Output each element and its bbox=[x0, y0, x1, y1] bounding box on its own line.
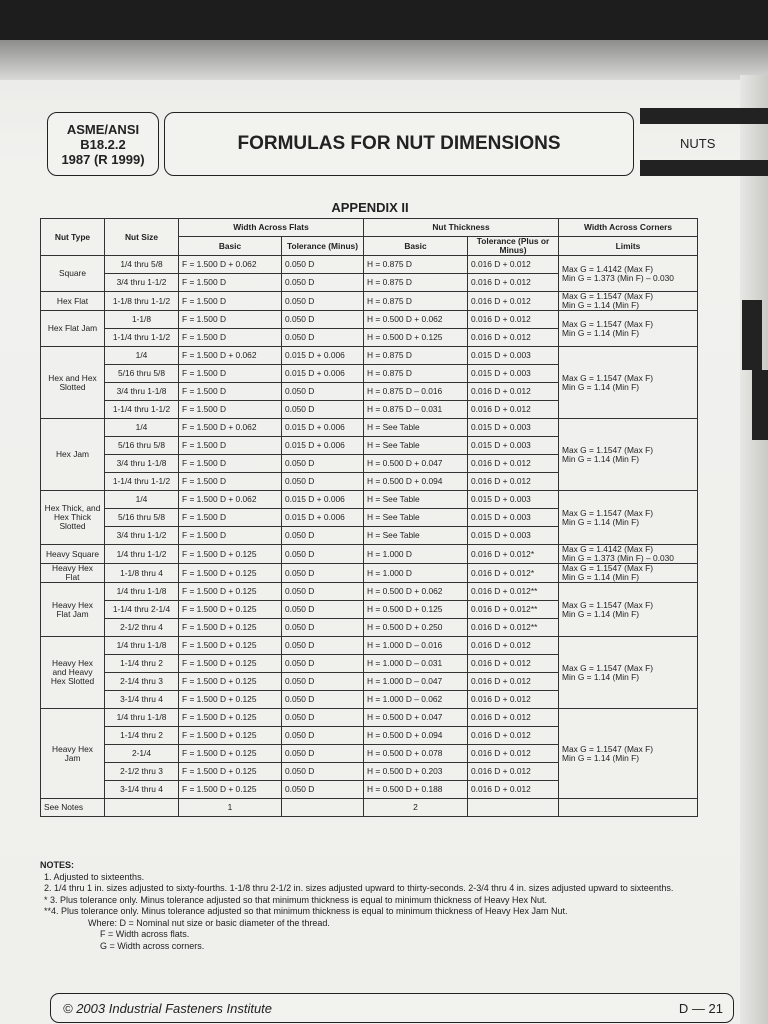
thickness-basic-cell: H = 1.000 D – 0.016 bbox=[364, 637, 468, 655]
thickness-basic-cell: H = 1.000 D – 0.047 bbox=[364, 673, 468, 691]
flats-tolerance-cell: 0.050 D bbox=[282, 256, 364, 274]
thickness-basic-cell: H = 0.500 D + 0.094 bbox=[364, 727, 468, 745]
flats-tolerance-cell: 0.050 D bbox=[282, 673, 364, 691]
see-notes-row bbox=[41, 799, 698, 817]
thickness-tolerance-cell: 0.016 D + 0.012 bbox=[468, 655, 559, 673]
flats-basic-cell: F = 1.500 D bbox=[179, 329, 282, 347]
flats-basic-cell: F = 1.500 D + 0.125 bbox=[179, 745, 282, 763]
thickness-tolerance-cell: 0.016 D + 0.012 bbox=[468, 745, 559, 763]
limit-line: Max G = 1.1547 (Max F) bbox=[562, 507, 653, 518]
table-row bbox=[41, 545, 698, 564]
thickness-basic-cell: H = 0.500 D + 0.062 bbox=[364, 583, 468, 601]
page-title: FORMULAS FOR NUT DIMENSIONS bbox=[237, 133, 561, 154]
nut-type-cell: Hex Flat bbox=[41, 292, 105, 311]
page-edge-tab bbox=[742, 300, 762, 370]
limits-cell bbox=[559, 256, 698, 292]
flats-tolerance-cell: 0.015 D + 0.006 bbox=[282, 437, 364, 455]
nut-type-cell: Hex Thick, and Hex Thick Slotted bbox=[41, 491, 105, 545]
flats-tolerance-cell: 0.050 D bbox=[282, 763, 364, 781]
nut-size-cell: 3/4 thru 1-1/2 bbox=[105, 274, 179, 292]
section-label: NUTS bbox=[680, 136, 716, 151]
thickness-basic-cell: H = 1.000 D bbox=[364, 564, 468, 583]
header-flats-basic: Basic bbox=[179, 237, 282, 256]
page-footer bbox=[50, 993, 734, 1023]
nut-size-cell: 1-1/4 thru 2 bbox=[105, 655, 179, 673]
flats-basic-cell: F = 1.500 D + 0.125 bbox=[179, 637, 282, 655]
limit-line: Max G = 1.1547 (Max F) bbox=[562, 318, 653, 329]
thickness-tolerance-cell: 0.016 D + 0.012 bbox=[468, 329, 559, 347]
nut-size-cell: 2-1/2 thru 3 bbox=[105, 763, 179, 781]
thickness-basic-cell: H = 0.500 D + 0.094 bbox=[364, 473, 468, 491]
flats-basic-cell: F = 1.500 D bbox=[179, 527, 282, 545]
thickness-tolerance-cell: 0.016 D + 0.012 bbox=[468, 274, 559, 292]
flats-basic-cell: F = 1.500 D + 0.062 bbox=[179, 491, 282, 509]
flats-tolerance-cell: 0.050 D bbox=[282, 564, 364, 583]
note-f-definition: F = Width across flats. bbox=[100, 929, 190, 939]
standard-line: 1987 (R 1999) bbox=[61, 151, 145, 167]
note-item: 2. 1/4 thru 1 in. sizes adjusted to sixty-fourths. 1-1/8 thru 2-1/2 in. sizes adjusted upward to thirty-seconds. 2-3/4 thru 4 in. sizes adjusted upward to sixteenths. bbox=[44, 883, 674, 893]
section-tab-mark bbox=[640, 108, 768, 124]
limit-line: Max G = 1.1547 (Max F) bbox=[562, 444, 653, 455]
limit-line: Max G = 1.1547 (Max F) bbox=[562, 743, 653, 754]
nut-type-cell: Heavy Hex Jam bbox=[41, 709, 105, 799]
limits-cell bbox=[559, 545, 698, 564]
note-item: 1. Adjusted to sixteenths. bbox=[44, 871, 145, 882]
nut-size-cell: 5/16 thru 5/8 bbox=[105, 509, 179, 527]
flats-tolerance-cell: 0.050 D bbox=[282, 274, 364, 292]
nut-size-cell: 1-1/8 thru 4 bbox=[105, 564, 179, 583]
nut-size-cell: 1-1/8 thru 1-1/2 bbox=[105, 292, 179, 311]
flats-basic-cell: F = 1.500 D + 0.125 bbox=[179, 691, 282, 709]
nut-size-cell: 2-1/4 bbox=[105, 745, 179, 763]
limit-line: Max G = 1.1547 (Max F) bbox=[562, 563, 653, 573]
flats-basic-cell: F = 1.500 D + 0.062 bbox=[179, 347, 282, 365]
standard-line: ASME/ANSI bbox=[66, 121, 140, 137]
thickness-basic-cell: H = 0.500 D + 0.047 bbox=[364, 455, 468, 473]
empty-cell bbox=[105, 799, 179, 817]
flats-basic-cell: F = 1.500 D bbox=[179, 473, 282, 491]
limit-line: Min G = 1.14 (Min F) bbox=[562, 453, 640, 464]
flats-basic-cell: F = 1.500 D + 0.125 bbox=[179, 545, 282, 564]
flats-basic-cell: F = 1.500 D + 0.125 bbox=[179, 655, 282, 673]
flats-basic-cell: F = 1.500 D + 0.125 bbox=[179, 763, 282, 781]
thickness-tolerance-cell: 0.016 D + 0.012 bbox=[468, 401, 559, 419]
nut-size-cell: 1/4 thru 5/8 bbox=[105, 256, 179, 274]
thickness-tolerance-cell: 0.016 D + 0.012* bbox=[468, 564, 559, 583]
flats-tolerance-cell: 0.015 D + 0.006 bbox=[282, 491, 364, 509]
flats-tolerance-cell: 0.050 D bbox=[282, 527, 364, 545]
table-row bbox=[41, 709, 698, 727]
table-row bbox=[41, 311, 698, 329]
thickness-tolerance-cell: 0.016 D + 0.012* bbox=[468, 545, 559, 564]
nut-size-cell: 1-1/4 thru 1-1/2 bbox=[105, 401, 179, 419]
nut-size-cell: 1/4 bbox=[105, 419, 179, 437]
header-nut-size: Nut Size bbox=[105, 219, 179, 256]
table-row bbox=[41, 491, 698, 509]
flats-basic-cell: F = 1.500 D bbox=[179, 274, 282, 292]
header-thickness-basic: Basic bbox=[364, 237, 468, 256]
thickness-basic-cell: H = 1.000 D bbox=[364, 545, 468, 564]
nut-size-cell: 5/16 thru 5/8 bbox=[105, 365, 179, 383]
flats-basic-cell: F = 1.500 D bbox=[179, 437, 282, 455]
nut-size-cell: 2-1/4 thru 3 bbox=[105, 673, 179, 691]
thickness-basic-cell: H = 0.500 D + 0.125 bbox=[364, 601, 468, 619]
nut-size-cell: 1-1/4 thru 2-1/4 bbox=[105, 601, 179, 619]
table-row bbox=[41, 637, 698, 655]
flats-tolerance-cell: 0.050 D bbox=[282, 601, 364, 619]
flats-tolerance-cell: 0.050 D bbox=[282, 455, 364, 473]
thickness-tolerance-cell: 0.016 D + 0.012 bbox=[468, 709, 559, 727]
flats-basic-cell: F = 1.500 D + 0.125 bbox=[179, 727, 282, 745]
flats-basic-cell: F = 1.500 D + 0.125 bbox=[179, 601, 282, 619]
flats-basic-cell: F = 1.500 D bbox=[179, 365, 282, 383]
limits-cell bbox=[559, 709, 698, 799]
limit-line: Min G = 1.373 (Min F) – 0.030 bbox=[562, 272, 674, 283]
nut-size-cell: 1/4 thru 1-1/8 bbox=[105, 709, 179, 727]
thickness-basic-cell: H = 1.000 D – 0.062 bbox=[364, 691, 468, 709]
thickness-tolerance-cell: 0.015 D + 0.003 bbox=[468, 527, 559, 545]
flats-basic-cell: F = 1.500 D + 0.125 bbox=[179, 619, 282, 637]
limit-line: Min G = 1.14 (Min F) bbox=[562, 572, 640, 582]
thickness-tolerance-cell: 0.015 D + 0.003 bbox=[468, 365, 559, 383]
limits-cell bbox=[559, 347, 698, 419]
flats-basic-cell: F = 1.500 D + 0.125 bbox=[179, 564, 282, 583]
flats-basic-cell: F = 1.500 D bbox=[179, 455, 282, 473]
standard-designation-box bbox=[47, 112, 159, 176]
limit-line: Min G = 1.14 (Min F) bbox=[562, 671, 640, 682]
thickness-tolerance-cell: 0.015 D + 0.003 bbox=[468, 491, 559, 509]
header-limits: Limits bbox=[559, 237, 698, 256]
thickness-tolerance-cell: 0.016 D + 0.012 bbox=[468, 455, 559, 473]
nut-size-cell: 1-1/4 thru 1-1/2 bbox=[105, 329, 179, 347]
flats-tolerance-cell: 0.050 D bbox=[282, 329, 364, 347]
flats-tolerance-cell: 0.050 D bbox=[282, 709, 364, 727]
thickness-tolerance-cell: 0.015 D + 0.003 bbox=[468, 509, 559, 527]
header-thickness-tolerance: Tolerance (Plus or Minus) bbox=[468, 237, 559, 256]
page-right-edge bbox=[740, 75, 768, 1024]
flats-tolerance-cell: 0.050 D bbox=[282, 545, 364, 564]
see-notes-label: See Notes bbox=[41, 799, 105, 817]
limit-line: Max G = 1.4142 (Max F) bbox=[562, 263, 653, 274]
limit-line: Min G = 1.14 (Min F) bbox=[562, 608, 640, 619]
thickness-basic-cell: H = 0.875 D bbox=[364, 256, 468, 274]
page-title-box bbox=[164, 112, 634, 176]
nut-type-cell: Hex and Hex Slotted bbox=[41, 347, 105, 419]
nut-size-cell: 1/4 bbox=[105, 347, 179, 365]
page-number: D — 21 bbox=[678, 1000, 723, 1016]
thickness-basic-cell: H = See Table bbox=[364, 437, 468, 455]
flats-tolerance-cell: 0.015 D + 0.006 bbox=[282, 509, 364, 527]
nut-type-cell: Square bbox=[41, 256, 105, 292]
nut-type-cell: Hex Flat Jam bbox=[41, 311, 105, 347]
thickness-basic-cell: H = 0.500 D + 0.125 bbox=[364, 329, 468, 347]
scan-top-background bbox=[0, 0, 768, 40]
nut-type-cell: Heavy Square bbox=[41, 545, 105, 564]
thickness-tolerance-cell: 0.015 D + 0.003 bbox=[468, 347, 559, 365]
thickness-tolerance-cell: 0.016 D + 0.012** bbox=[468, 619, 559, 637]
note-where: Where: D = Nominal nut size or basic diameter of the thread. bbox=[88, 917, 330, 928]
header-nut-type: Nut Type bbox=[41, 219, 105, 256]
thickness-basic-cell: H = 0.875 D bbox=[364, 274, 468, 292]
limit-line: Min G = 1.373 (Min F) – 0.030 bbox=[562, 553, 674, 563]
thickness-tolerance-cell: 0.016 D + 0.012 bbox=[468, 383, 559, 401]
notes-section bbox=[40, 860, 700, 952]
thickness-tolerance-cell: 0.016 D + 0.012 bbox=[468, 727, 559, 745]
limit-line: Min G = 1.14 (Min F) bbox=[562, 516, 640, 527]
flats-basic-cell: F = 1.500 D bbox=[179, 509, 282, 527]
thickness-basic-cell: H = 0.500 D + 0.047 bbox=[364, 709, 468, 727]
flats-basic-cell: F = 1.500 D + 0.125 bbox=[179, 673, 282, 691]
thickness-basic-cell: H = See Table bbox=[364, 491, 468, 509]
header-flats-tolerance: Tolerance (Minus) bbox=[282, 237, 364, 256]
thickness-tolerance-cell: 0.016 D + 0.012 bbox=[468, 292, 559, 311]
thickness-basic-cell: H = 0.875 D bbox=[364, 292, 468, 311]
flats-tolerance-cell: 0.015 D + 0.006 bbox=[282, 419, 364, 437]
nut-size-cell: 1/4 thru 1-1/8 bbox=[105, 583, 179, 601]
thickness-tolerance-cell: 0.016 D + 0.012 bbox=[468, 311, 559, 329]
nut-size-cell: 3-1/4 thru 4 bbox=[105, 691, 179, 709]
thickness-basic-cell: H = 0.500 D + 0.078 bbox=[364, 745, 468, 763]
thickness-basic-cell: H = 0.875 D – 0.016 bbox=[364, 383, 468, 401]
empty-cell bbox=[468, 799, 559, 817]
flats-basic-note-ref: 1 bbox=[179, 799, 282, 817]
thickness-basic-cell: H = 0.500 D + 0.250 bbox=[364, 619, 468, 637]
thickness-basic-cell: H = 0.875 D bbox=[364, 365, 468, 383]
thickness-tolerance-cell: 0.015 D + 0.003 bbox=[468, 419, 559, 437]
thickness-basic-cell: H = See Table bbox=[364, 509, 468, 527]
thickness-tolerance-cell: 0.016 D + 0.012 bbox=[468, 473, 559, 491]
limits-cell bbox=[559, 292, 698, 311]
nut-size-cell: 3/4 thru 1-1/8 bbox=[105, 455, 179, 473]
note-item: **4. Plus tolerance only. Minus tolerance adjusted so that minimum thickness is equal to minimum thickness of Heavy Hex Jam Nut. bbox=[44, 906, 568, 916]
limits-cell bbox=[559, 564, 698, 583]
thickness-basic-cell: H = 0.500 D + 0.188 bbox=[364, 781, 468, 799]
thickness-tolerance-cell: 0.016 D + 0.012 bbox=[468, 763, 559, 781]
page-edge-tab bbox=[752, 370, 768, 440]
flats-tolerance-cell: 0.050 D bbox=[282, 473, 364, 491]
flats-tolerance-cell: 0.050 D bbox=[282, 691, 364, 709]
header-width-across-corners: Width Across Corners bbox=[559, 219, 698, 237]
flats-tolerance-cell: 0.015 D + 0.006 bbox=[282, 347, 364, 365]
thickness-basic-cell: H = 0.500 D + 0.062 bbox=[364, 311, 468, 329]
note-g-definition: G = Width across corners. bbox=[100, 940, 205, 951]
flats-tolerance-cell: 0.050 D bbox=[282, 311, 364, 329]
limit-line: Max G = 1.1547 (Max F) bbox=[562, 599, 653, 610]
flats-tolerance-cell: 0.050 D bbox=[282, 583, 364, 601]
flats-tolerance-cell: 0.050 D bbox=[282, 781, 364, 799]
thickness-tolerance-cell: 0.016 D + 0.012 bbox=[468, 637, 559, 655]
flats-basic-cell: F = 1.500 D + 0.062 bbox=[179, 419, 282, 437]
limit-line: Max G = 1.1547 (Max F) bbox=[562, 372, 653, 383]
limits-cell bbox=[559, 583, 698, 637]
limit-line: Min G = 1.14 (Min F) bbox=[562, 752, 640, 763]
thickness-basic-cell: H = 0.875 D bbox=[364, 347, 468, 365]
table-row bbox=[41, 583, 698, 601]
copyright-text: © 2003 Industrial Fasteners Institute bbox=[63, 1000, 273, 1016]
nut-size-cell: 3/4 thru 1-1/2 bbox=[105, 527, 179, 545]
flats-basic-cell: F = 1.500 D bbox=[179, 383, 282, 401]
limits-cell bbox=[559, 419, 698, 491]
thickness-tolerance-cell: 0.016 D + 0.012 bbox=[468, 673, 559, 691]
flats-tolerance-cell: 0.050 D bbox=[282, 292, 364, 311]
flats-basic-cell: F = 1.500 D bbox=[179, 311, 282, 329]
limits-cell bbox=[559, 311, 698, 347]
nut-dimension-formula-table bbox=[40, 218, 698, 817]
limit-line: Min G = 1.14 (Min F) bbox=[562, 381, 640, 392]
flats-basic-cell: F = 1.500 D bbox=[179, 292, 282, 311]
thickness-basic-cell: H = 0.500 D + 0.203 bbox=[364, 763, 468, 781]
nut-size-cell: 1-1/8 bbox=[105, 311, 179, 329]
table-row bbox=[41, 419, 698, 437]
empty-cell bbox=[282, 799, 364, 817]
thickness-basic-cell: H = 1.000 D – 0.031 bbox=[364, 655, 468, 673]
thickness-tolerance-cell: 0.016 D + 0.012** bbox=[468, 601, 559, 619]
limit-line: Min G = 1.14 (Min F) bbox=[562, 300, 640, 310]
nut-size-cell: 3/4 thru 1-1/8 bbox=[105, 383, 179, 401]
header-width-across-flats: Width Across Flats bbox=[179, 219, 364, 237]
flats-tolerance-cell: 0.050 D bbox=[282, 637, 364, 655]
flats-tolerance-cell: 0.050 D bbox=[282, 745, 364, 763]
table-row bbox=[41, 564, 698, 583]
thickness-tolerance-cell: 0.016 D + 0.012 bbox=[468, 781, 559, 799]
thickness-basic-cell: H = See Table bbox=[364, 419, 468, 437]
flats-basic-cell: F = 1.500 D + 0.125 bbox=[179, 781, 282, 799]
limits-cell bbox=[559, 637, 698, 709]
flats-tolerance-cell: 0.050 D bbox=[282, 655, 364, 673]
thickness-tolerance-cell: 0.016 D + 0.012** bbox=[468, 583, 559, 601]
thickness-basic-note-ref: 2 bbox=[364, 799, 468, 817]
table-row bbox=[41, 292, 698, 311]
page-top-shadow bbox=[0, 40, 768, 80]
flats-basic-cell: F = 1.500 D bbox=[179, 401, 282, 419]
note-item: * 3. Plus tolerance only. Minus tolerance adjusted so that minimum thickness is equal to minimum thickness of Heavy Hex Nut. bbox=[44, 894, 548, 905]
limits-cell bbox=[559, 491, 698, 545]
table-row bbox=[41, 347, 698, 365]
nut-type-cell: Heavy Hex Flat Jam bbox=[41, 583, 105, 637]
flats-tolerance-cell: 0.015 D + 0.006 bbox=[282, 365, 364, 383]
flats-tolerance-cell: 0.050 D bbox=[282, 619, 364, 637]
limit-line: Max G = 1.4142 (Max F) bbox=[562, 544, 653, 554]
flats-tolerance-cell: 0.050 D bbox=[282, 383, 364, 401]
flats-tolerance-cell: 0.050 D bbox=[282, 727, 364, 745]
flats-tolerance-cell: 0.050 D bbox=[282, 401, 364, 419]
header-nut-thickness: Nut Thickness bbox=[364, 219, 559, 237]
appendix-title: APPENDIX II bbox=[331, 200, 409, 215]
limit-line: Max G = 1.1547 (Max F) bbox=[562, 662, 653, 673]
notes-heading: NOTES: bbox=[40, 860, 75, 870]
thickness-basic-cell: H = See Table bbox=[364, 527, 468, 545]
nut-size-cell: 2-1/2 thru 4 bbox=[105, 619, 179, 637]
nut-size-cell: 3-1/4 thru 4 bbox=[105, 781, 179, 799]
empty-cell bbox=[559, 799, 698, 817]
thickness-tolerance-cell: 0.016 D + 0.012 bbox=[468, 691, 559, 709]
section-tab-mark bbox=[640, 160, 768, 176]
flats-basic-cell: F = 1.500 D + 0.125 bbox=[179, 709, 282, 727]
limit-line: Max G = 1.1547 (Max F) bbox=[562, 291, 653, 301]
flats-basic-cell: F = 1.500 D + 0.062 bbox=[179, 256, 282, 274]
table-row bbox=[41, 256, 698, 274]
nut-type-cell: Heavy Hex and Heavy Hex Slotted bbox=[41, 637, 105, 709]
nut-size-cell: 1/4 thru 1-1/8 bbox=[105, 637, 179, 655]
thickness-tolerance-cell: 0.016 D + 0.012 bbox=[468, 256, 559, 274]
nut-size-cell: 1/4 thru 1-1/2 bbox=[105, 545, 179, 564]
nut-size-cell: 1-1/4 thru 1-1/2 bbox=[105, 473, 179, 491]
thickness-tolerance-cell: 0.015 D + 0.003 bbox=[468, 437, 559, 455]
standard-line: B18.2.2 bbox=[80, 136, 126, 152]
nut-size-cell: 1-1/4 thru 2 bbox=[105, 727, 179, 745]
nut-type-cell: Heavy Hex Flat bbox=[41, 564, 105, 583]
table-body bbox=[41, 256, 698, 817]
limit-line: Min G = 1.14 (Min F) bbox=[562, 327, 640, 338]
thickness-basic-cell: H = 0.875 D – 0.031 bbox=[364, 401, 468, 419]
nut-size-cell: 5/16 thru 5/8 bbox=[105, 437, 179, 455]
nut-size-cell: 1/4 bbox=[105, 491, 179, 509]
nut-type-cell: Hex Jam bbox=[41, 419, 105, 491]
flats-basic-cell: F = 1.500 D + 0.125 bbox=[179, 583, 282, 601]
